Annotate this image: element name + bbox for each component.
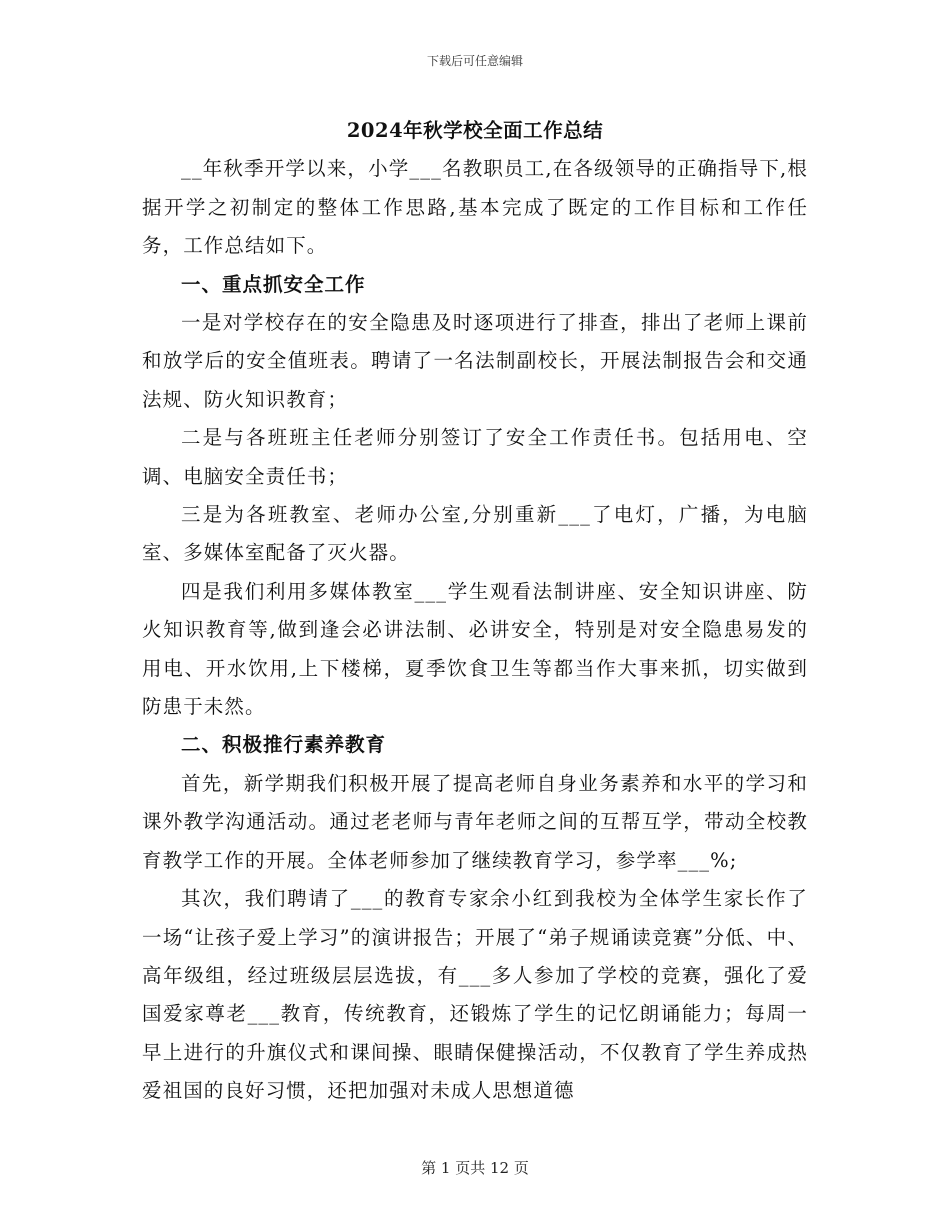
quality-paragraph-2: 其次，我们聘请了___的教育专家余小红到我校为全体学生家长作了一场“让孩子爱上学习”的演讲报告；开展了“弟子规诵读竞赛”分低、中、高年级组，经过班级层层选拔，有___多人参加了学校的竞赛，强化了爱国爱家尊老___教育，传统教育，还锻炼了学生的记忆朗诵能力；每周一早上进行的升旗仪式和课间操、眼睛保健操活动，不仅教育了学生养成热爱祖国的良好习惯，还把加强对未成人思想道德 [142,887,808,1103]
safety-paragraph-1: 一是对学校存在的安全隐患及时逐项进行了排查，排出了老师上课前和放学后的安全值班表。聘请了一名法制副校长，开展法制报告会和交通法规、防火知识教育； [142,311,808,411]
safety-paragraph-3: 三是为各班教室、老师办公室,分别重新___了电灯，广播，为电脑室、多媒体室配备了灭火器。 [142,503,808,565]
section-heading-quality-education: 二、积极推行素养教育 [181,733,387,757]
document-title: 2024年秋学校全面工作总结 [346,119,604,142]
page-number: 第 1 页共 12 页 [421,1159,529,1177]
quality-paragraph-1: 首先，新学期我们积极开展了提高老师自身业务素养和水平的学习和课外教学沟通活动。通过老老师与青年老师之间的互帮互学，带动全校教育教学工作的开展。全体老师参加了继续教育学习，参学率___%; [142,771,808,872]
intro-paragraph: __年秋季开学以来，小学___名教职员工,在各级领导的正确指导下,根据开学之初制定的整体工作思路,基本完成了既定的工作目标和工作任务，工作总结如下。 [142,157,808,258]
safety-paragraph-2: 二是与各班班主任老师分别签订了安全工作责任书。包括用电、空调、电脑安全责任书； [142,426,808,488]
document-body [142,112,808,1111]
safety-paragraph-4: 四是我们利用多媒体教室___学生观看法制讲座、安全知识讲座、防火知识教育等,做到逢会必讲法制、必讲安全，特别是对安全隐患易发的用电、开水饮用,上下楼梯，夏季饮食卫生等都当作大事来抓，切实做到防患于未然。 [142,579,808,719]
section-heading-safety: 一、重点抓安全工作 [181,272,366,296]
page-header-note: 下载后可任意编辑 [426,54,523,68]
